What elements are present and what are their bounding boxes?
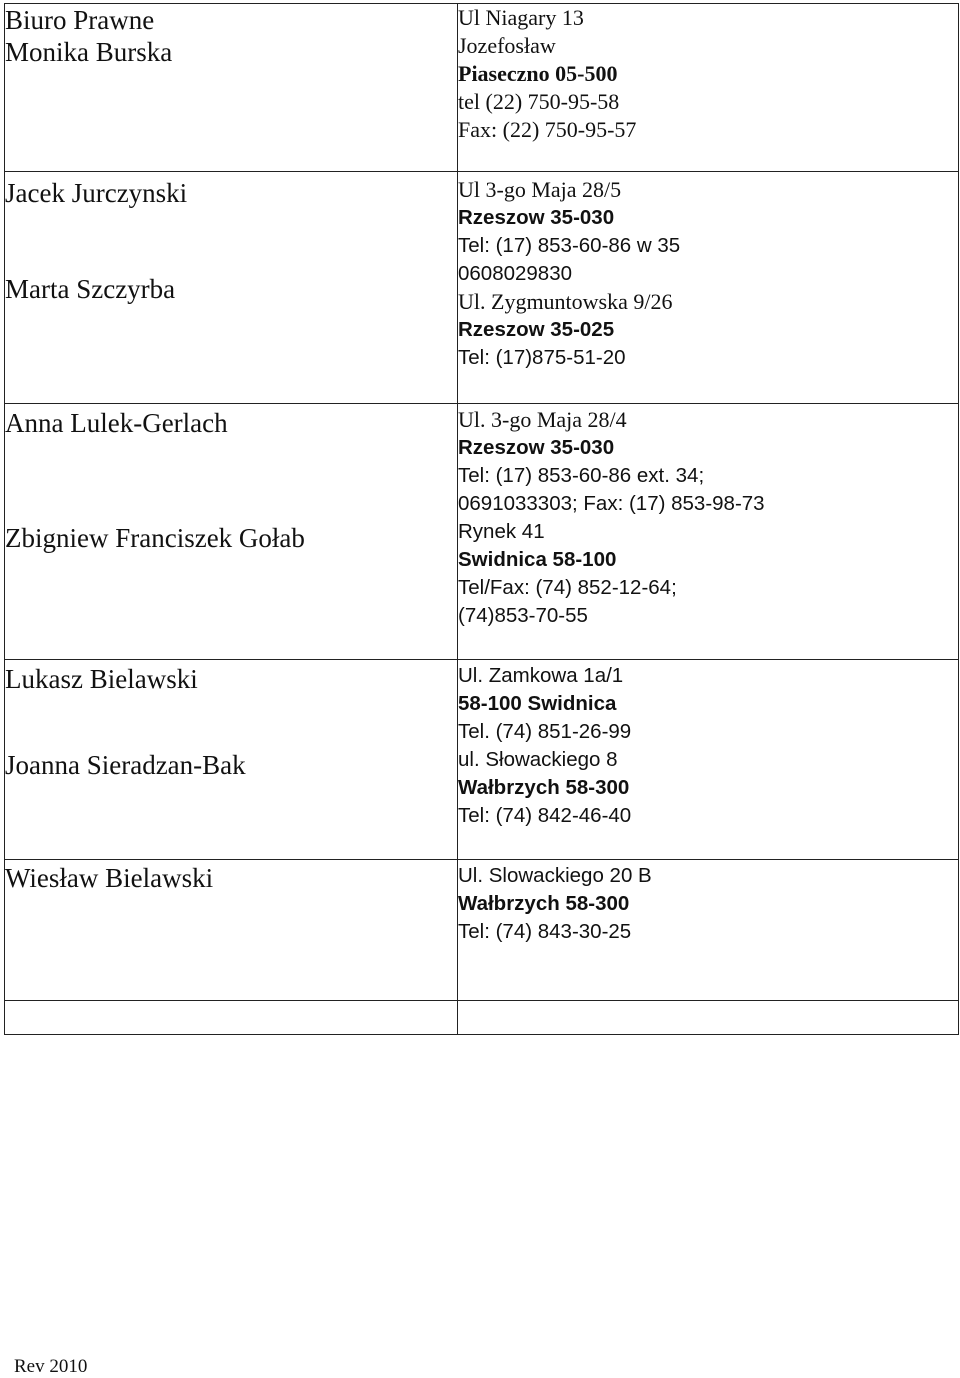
person-name: Monika Burska: [5, 37, 173, 67]
locality-line: Jozefosław: [458, 33, 556, 58]
empty-cell: [5, 1001, 458, 1035]
street-line: Rynek 41: [458, 520, 545, 543]
address-cell: [458, 860, 959, 1001]
name-cell: [5, 860, 458, 1001]
street-line: Ul. Zamkowa 1a/1: [458, 664, 624, 687]
city-postal-line: Rzeszow 35-025: [458, 318, 615, 341]
street-line: ul. Słowackiego 8: [458, 748, 618, 771]
phone-line: Tel: (17) 853-60-86 w 35: [458, 234, 681, 257]
person-name: Jacek Jurczynski: [5, 178, 188, 208]
table-row-empty: [5, 1001, 959, 1035]
phone-line: tel (22) 750-95-58: [458, 89, 620, 114]
address-cell: [458, 660, 959, 860]
city-postal-line: Wałbrzych 58-300: [458, 892, 630, 915]
mobile-fax-line: 0691033303; Fax: (17) 853-98-73: [458, 492, 765, 515]
street-line: Ul 3-go Maja 28/5: [458, 177, 622, 202]
fax-line: Fax: (22) 750-95-57: [458, 117, 637, 142]
attorney-directory-table: [4, 3, 959, 1035]
person-name: Joanna Sieradzan-Bak: [5, 750, 246, 780]
table-row: [5, 660, 959, 860]
phone-line: Tel: (17)875-51-20: [458, 346, 626, 369]
person-name: Wiesław Bielawski: [5, 863, 214, 893]
person-name: Marta Szczyrba: [5, 274, 176, 304]
city-postal-line: 58-100 Swidnica: [458, 692, 617, 715]
city-postal-line: Rzeszow 35-030: [458, 436, 615, 459]
revision-footer: Rev 2010: [14, 1356, 88, 1377]
city-postal-line: Swidnica 58-100: [458, 548, 617, 571]
table-row: [5, 172, 959, 404]
phone-line: Tel: (74) 843-30-25: [458, 920, 632, 943]
street-line: Ul. Slowackiego 20 B: [458, 864, 652, 887]
street-line: Ul Niagary 13: [458, 5, 584, 30]
person-name: Anna Lulek-Gerlach: [5, 408, 228, 438]
table-row: [5, 404, 959, 660]
phone-fax-line: Tel/Fax: (74) 852-12-64;: [458, 576, 677, 599]
address-cell: [458, 172, 959, 404]
name-cell: [5, 4, 458, 172]
firm-name: Biuro Prawne: [5, 5, 155, 35]
empty-cell: [458, 1001, 959, 1035]
phone-line: (74)853-70-55: [458, 604, 588, 627]
mobile-line: 0608029830: [458, 262, 573, 285]
name-cell: [5, 660, 458, 860]
city-postal-line: Rzeszow 35-030: [458, 206, 615, 229]
phone-line: Tel: (74) 842-46-40: [458, 804, 632, 827]
street-line: Ul. 3-go Maja 28/4: [458, 407, 627, 432]
person-name: Lukasz Bielawski: [5, 664, 198, 694]
name-cell: [5, 404, 458, 660]
table-row: [5, 860, 959, 1001]
city-postal-line: Piaseczno 05-500: [458, 61, 618, 86]
table-row: [5, 4, 959, 172]
address-cell: [458, 4, 959, 172]
city-postal-line: Wałbrzych 58-300: [458, 776, 630, 799]
street-line: Ul. Zygmuntowska 9/26: [458, 289, 673, 314]
address-cell: [458, 404, 959, 660]
phone-line: Tel: (17) 853-60-86 ext. 34;: [458, 464, 705, 487]
name-cell: [5, 172, 458, 404]
person-name: Zbigniew Franciszek Gołab: [5, 523, 305, 553]
phone-line: Tel. (74) 851-26-99: [458, 720, 632, 743]
